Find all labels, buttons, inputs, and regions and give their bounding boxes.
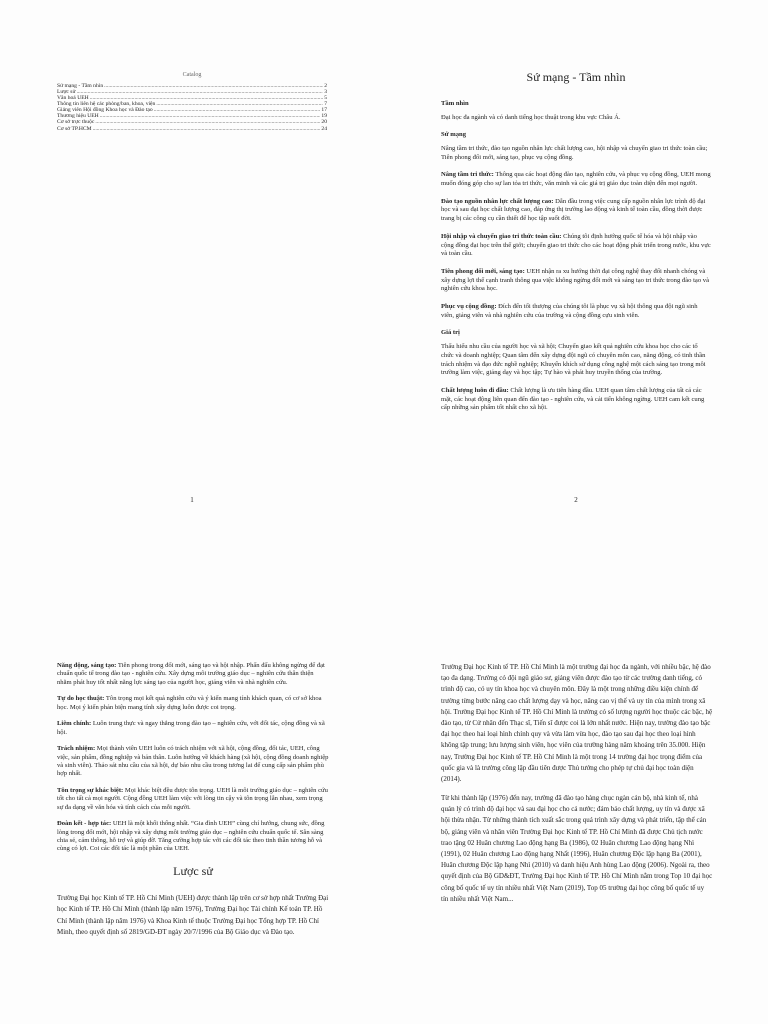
- values-text: Thấu hiểu nhu cầu của người học và xã hội; Chuyển giao kết quả nghiên cứu khoa học cho các tổ chức và doanh nghiệp; Quan tâm đến xây dựng đội ngũ có chuyên môn cao, năng động, có tinh thần trách nhiệm và đạo đức nghề nghiệp; Khuyến khích sử dụng công nghệ một cách sáng tạo trong môi trường làm việc, giảng dạy và học tập; Tự hào và phát huy truyền thống của trường.: [441, 343, 706, 377]
- mission-item-text: Thông qua các hoạt động đào tạo, nghiên cứu, và phục vụ cộng đồng, UEH mong muốn đóng góp cho sự lan tỏa tri thức, văn minh và các giá trị giáo dục toàn diện đến mọi người.: [441, 171, 711, 188]
- toc-leader-dots: [93, 126, 321, 132]
- mission-item-term: Hội nhập và chuyển giao tri thức toàn cầu:: [441, 232, 562, 240]
- mission-item: [441, 303, 711, 320]
- page-number: 2: [574, 496, 578, 504]
- mission-item-term: Nâng tầm tri thức:: [441, 171, 494, 179]
- mission-item-term: Tiên phong đổi mới, sáng tạo:: [441, 267, 525, 275]
- culture-items: [57, 662, 329, 854]
- page-2: [384, 0, 768, 512]
- toc-entry-page: 2: [324, 82, 327, 89]
- mission-item-text: Chúng tôi định hướng quốc tế hóa và hội nhập vào cộng đồng đại học trên thế giới; chuyển giao tri thức cho các hoạt động phát triển trong nước, khu vực và toàn cầu.: [441, 232, 711, 258]
- toc-entry-label: Cơ sở TP.HCM: [57, 125, 92, 132]
- culture-item: [57, 820, 329, 854]
- toc-entry-label: Thông tin liên hệ các phòng/ban, khoa, viện: [57, 101, 156, 108]
- mission-item: [441, 171, 711, 188]
- history-paragraph-1: Trường Đại học Kinh tế TP. Hồ Chí Minh (UEH) được thành lập trên cơ sở hợp nhất Trường Đại học Kinh tế TP. Hồ Chí Minh (thành lập năm 1976), Trường Đại học Tài chính Kế toán TP. Hồ Chí Minh (thành lập năm 1976) và Khoa Kinh tế thuộc Trường Đại học Tổng hợp TP. Hồ Chí Minh, theo quyết định số 2819/GD-ĐT ngày 20/7/1996 của Bộ Giáo dục và Đào tạo.: [57, 894, 329, 936]
- mission-items: [441, 171, 711, 320]
- page-title: Sứ mạng - Tầm nhìn: [526, 70, 626, 84]
- culture-item-term: Tôn trọng sự khác biệt:: [57, 786, 124, 794]
- values-heading: Giá trị: [441, 329, 460, 337]
- quality-paragraph: [441, 387, 711, 413]
- mission-item-text: Dẫn đầu trong việc cung cấp nguồn nhân lực trình độ đại học và sau đại học chất lượng cao, đáp ứng thị trường lao động và kinh tế toàn cầu, đồng thời được trang bị các công cụ cần thiết để học tập suốt đời.: [441, 197, 706, 223]
- table-of-contents: [57, 72, 327, 132]
- mission-item: [441, 233, 711, 259]
- mission-heading: Sứ mạng: [441, 131, 467, 139]
- toc-entry-page: 17: [321, 107, 327, 114]
- history-title: Lược sử: [173, 863, 213, 878]
- mission-item: [441, 198, 711, 224]
- culture-item-term: Đoàn kết - hợp tác:: [57, 820, 112, 828]
- culture-item-text: Mọi thành viên UEH luôn có trách nhiệm với xã hội, cộng đồng, đối tác, UEH, công việc, sản phẩm, đồng nghiệp và bản thân. Luôn hướng về khách hàng (xã hội, cộng đồng doanh nghiệp và sinh viên). Thảo sát nhu cầu của xã hội, dự báo nhu cầu trong tương lai để cung cấp sản phẩm phù hợp nhất.: [57, 745, 329, 778]
- culture-item: [57, 745, 329, 779]
- history-content: [441, 662, 713, 913]
- toc-entry-label: Lược sử: [57, 88, 76, 95]
- toc-entry-page: 7: [324, 101, 327, 108]
- mission-content: [441, 70, 711, 422]
- culture-item-term: Năng động, sáng tạo:: [57, 662, 117, 669]
- culture-item-text: UEH là một khối thống nhất. “Gia đình UEH” cùng chí hướng, chung sức, đồng lòng trong đổi mới, hội nhập và xây dựng môi trường giáo dục – nghiên cứu chuẩn quốc tế. Sẵn sàng chia sẻ, cảm thông, hỗ trợ và giúp đỡ. Tăng cường hợp tác với các đối tác theo tinh thần tương hỗ và cùng có lợi. Coi các đối tác là một phần của UEH.: [57, 820, 325, 853]
- page-1: [0, 0, 384, 512]
- culture-item-text: Luôn trung thực và ngay thẳng trong đào tạo – nghiên cứu, với đối tác, cộng đồng và xã hội.: [57, 720, 325, 736]
- mission-item-term: Đào tạo nguồn nhân lực chất lượng cao:: [441, 197, 554, 205]
- toc-entry[interactable]: [57, 126, 327, 132]
- history-paragraph-2: Trường Đại học Kinh tế TP. Hồ Chí Minh là một trường đại học đa ngành, với nhiều bậc, hệ đào tạo đa dạng. Trường có đội ngũ giáo sư, giảng viên được đào tạo từ các trường danh tiếng, có trình độ cao, có uy tín khoa học và chuyên môn. Đây là một trong những điều kiện chính để trường từng bước nâng cao chất lượng dạy và học, nâng cao vị thế và uy tín của mình trong xã hội. Trường Đại học Kinh tế TP. Hồ Chí Minh là trường có số lượng người học thuộc các bậc, hệ đào tạo, từ Cử nhân đến Thạc sĩ, Tiến sĩ được coi là lớn nhất nước. Hiện nay, trường đào tạo bậc đại học theo hai loại hình chính quy và vừa làm vừa học, đào tạo sau đại học theo loại hình không tập trung; lưu lượng sinh viên, học viên của trường hàng năm khoảng trên 35.000. Hiện nay, Trường Đại học Kinh tế TP. Hồ Chí Minh là một trong 14 trường đại học trọng điểm của quốc gia và là trường công lập đầu tiên được Thủ tướng cho phép tự chủ đại học toàn diện (2014).: [441, 663, 713, 783]
- history-paragraph-3: Từ khi thành lập (1976) đến nay, trường đã đào tạo hàng chục ngàn cán bộ, nhà kinh tế, nhà quản lý có trình độ đại học và sau đại học cho cả nước; đảm bảo chất lượng, uy tín và được xã hội thừa nhận. Từ những thành tích xuất sắc trong quá trình xây dựng và phát triển, tập thể cán bộ, giảng viên và nhân viên Trường Đại học Kinh tế TP. Hồ Chí Minh đã được Chủ tịch nước trao tặng 02 Huân chương Lao động hạng Ba (1986), 02 Huân chương Lao động hạng Nhì (1991), 02 Huân chương Lao động hạng Nhất (1996), Huân chương Độc lập hạng Ba (2001), Huân chương Độc lập hạng Nhì (2010) và danh hiệu Anh hùng Lao động (2006). Ngoài ra, theo quyết định của Bộ GD&ĐT, Trường Đại học Kinh tế TP. Hồ Chí Minh nằm trong Top 10 đại học công bố quốc tế uy tín nhiều nhất Việt Nam (2019), Top 05 trường đại học công bố quốc tế uy tín nhiều nhất Việt Nam...: [441, 794, 713, 903]
- toc-entry-label: Thương hiệu UEH: [57, 113, 99, 120]
- culture-item-term: Tự do học thuật:: [57, 695, 105, 703]
- culture-item: [57, 695, 329, 712]
- toc-entry-page: 19: [321, 113, 327, 120]
- toc-entry-label: Sứ mạng - Tầm nhìn: [57, 82, 104, 89]
- toc-entry-page: 20: [321, 119, 327, 126]
- culture-item: [57, 720, 329, 737]
- culture-item: [57, 662, 329, 687]
- page-number: 1: [190, 496, 194, 504]
- vision-text: Đại học đa ngành và có danh tiếng học thuật trong khu vực Châu Á.: [441, 113, 621, 121]
- culture-item-term: Liêm chính:: [57, 720, 92, 728]
- mission-text: Nâng tầm tri thức, đào tạo nguồn nhân lực chất lượng cao, hội nhập và chuyển giao tri thức toàn cầu; Tiên phong đổi mới, sáng tạo, phục vụ cộng đồng.: [441, 144, 708, 161]
- toc-list: [57, 83, 327, 132]
- vision-heading: Tầm nhìn: [441, 99, 469, 107]
- page-4: [384, 512, 768, 1024]
- mission-item: [441, 268, 711, 294]
- mission-item-term: Phục vụ cộng đồng:: [441, 303, 497, 311]
- culture-item-text: Tôn trọng mọi kết quả nghiên cứu và ý kiến mang tính khách quan, có cơ sở khoa học. Mọi ý kiến phản biện mang tính xây dựng luôn được coi trọng.: [57, 695, 322, 711]
- toc-entry-page: 24: [321, 125, 327, 132]
- culture-item-text: Mọi khác biệt đều được tôn trọng. UEH là môi trường giáo dục – nghiên cứu tốt cho tất cả mọi người. Cộng đồng UEH làm việc với lòng tin cậy và tôn trọng lẫn nhau, xem trọng sự đa dạng về văn hóa và tính cách của mỗi người.: [57, 786, 328, 811]
- mission-item-text: Đích đến tối thượng của chúng tôi là phục vụ xã hội thông qua đội ngũ sinh viên, giảng viên và nhà nghiên cứu của trường và cộng đồng cựu sinh viên.: [441, 303, 698, 319]
- page-3: [0, 512, 384, 1024]
- quality-term: Chất lượng luôn đi đầu:: [441, 387, 509, 394]
- toc-entry-label: Cơ sở trực thuộc: [57, 119, 95, 126]
- quality-text: Chất lượng là ưu tiên hàng đầu. UEH quan tâm chất lượng của tất cả các mặt, các hoạt động liên quan đến đào tạo - nghiên cứu, và cải tiến không ngừng. UEH cam kết cung cấp những sản phẩm tốt nhất cho xã hội.: [441, 387, 705, 412]
- culture-content: [57, 662, 329, 946]
- culture-item-text: Tiên phong trong đổi mới, sáng tạo và hội nhập. Phấn đấu không ngừng để đạt chuẩn quốc tế trong đào tạo - nghiên cứu. Xây dựng môi trường giáo dục – nghiên cứu thân thiện nhằm phát huy tốt nhất năng lực sáng tạo của người học, giảng viên và nhà nghiên cứu.: [57, 662, 325, 686]
- mission-item-text: UEH nhận ra xu hướng thời đại công nghệ thay đổi nhanh chóng và xây dựng lợi thế cạnh tranh thông qua việc không ngừng đổi mới và sáng tạo tri thức trong đào tạo và nghiên cứu khoa học.: [441, 267, 710, 293]
- toc-entry-page: 3: [324, 88, 327, 95]
- toc-entry-label: Giảng viên Hội đồng Khoa học và Đào tạo: [57, 107, 153, 114]
- toc-entry-page: 5: [324, 94, 327, 101]
- toc-entry-label: Văn hoá UEH: [57, 94, 89, 101]
- culture-item: [57, 787, 329, 812]
- culture-item-term: Trách nhiệm:: [57, 745, 96, 753]
- toc-title: Catalog: [182, 72, 202, 78]
